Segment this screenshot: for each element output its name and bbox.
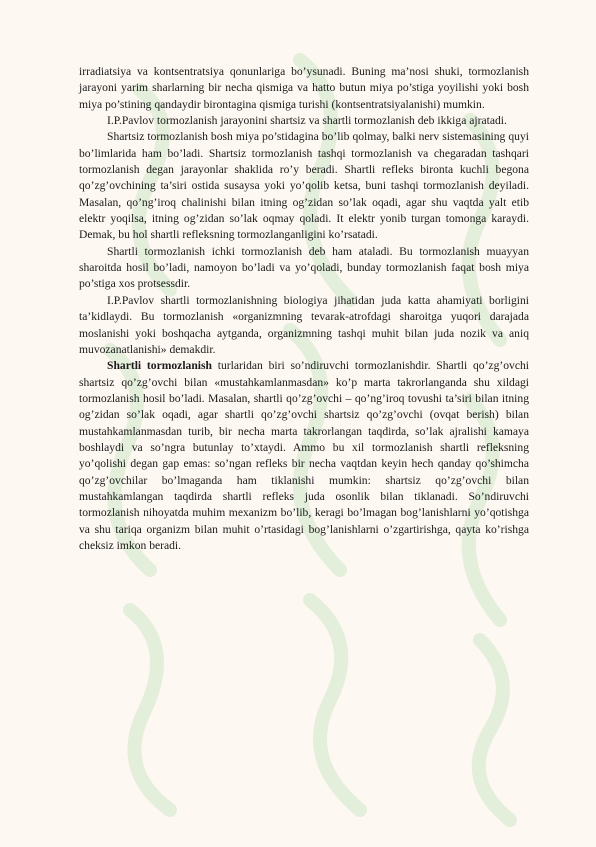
bold-term: Shartli tormozlanish <box>107 359 212 373</box>
paragraph: Shartli tormozlanish ichki tormozlanish deb ham ataladi. Bu tormozlanish muayyan sharoitda hosil bo’ladi, namoyon bo’ladi va yo’qoladi, bunday tormozlanish faqat bosh miya po’stiga xos protsessdir. <box>79 244 529 291</box>
paragraph: I.P.Pavlov shartli tormozlanishning biologiya jihatidan juda katta ahamiyati borligini ta’kidlaydi. Bu tormozlanish «organizmning tevarak-atrofdagi sharoitga yuqori darajada moslanishi yoki boshqacha aytganda, organizmning tashqi muhit bilan juda nozik va aniq muvozanatlanishi» demakdir. <box>79 293 529 356</box>
paragraph: irradiatsiya va kontsentratsiya qonunlariga bo’ysunadi. Buning ma’nosi shuki, tormozlanish jarayoni yarim sharlarning bir necha qismiga va hatto butun miya po’stiga yoyilishi yoki bosh miya po’stining qandaydir birontagina qismiga turishi (kontsentratsiyalanishi) mumkin. <box>79 65 529 111</box>
document-body <box>79 64 529 554</box>
paragraph: I.P.Pavlov tormozlanish jarayonini shartsiz va shartli tormozlanish deb ikkiga ajratadi. <box>107 114 507 128</box>
paragraph: Shartsiz tormozlanish bosh miya po’stidagina bo’lib qolmay, balki nerv sistemasining quyi bo’limlarida ham bo’ladi. Shartsiz tormozlanish tashqi tormozlanish va chegaradan tashqari tormozlanish degan jarayonlar shaklida ro’y beradi. Shartli refleks bironta kuchli begona qo’zg’ovchining ta’siri ostida susaysa yoki yo’qolib ketsa, buni tashqi tormozlanish deyiladi. Masalan, qo’ng’iroq chalinishi bilan itning og’zidan so’lak oqadi, agar shu vaqtda yalt etib elektr yoqilsa, itning og’zidan so’lak oqmay qoladi. It elektr yonib turgan tomonga karaydi. Demak, bu hol shartli refleksning tormozlanganligini ko’rsatadi. <box>79 130 529 242</box>
paragraph <box>79 358 529 554</box>
paragraph-text: turlaridan biri so’ndiruvchi tormozlanishdir. Shartli qo’zg’ovchi shartsiz qo’zg’ovchi bilan «mustahkamlanmasdan» ko’p marta takrorlanganda shu xildagi tormozlanish hosil bo’ladi. Masalan, shartli qo’zg’ovchi – qo’ng’iroq tovushi ta’siri bilan itning og’zidan so’lak oqadi, agar shartli qo’zg’ovchi shartsiz qo’zg’ovchi (ovqat berish) bilan mustahkamlanmasdan turib, bir necha marta takrorlangan taqdirda, so’lak ajralishi kamaya boshlaydi va so’ngra butunlay to’xtaydi. Ammo bu xil tormozlanish shartli refleksning yo’qolishi degan gap emas: so’ngan refleks bir necha vaqtdan keyin hech qanday qo’shimcha qo’zg’ovchilar bo’lmaganda ham tiklanishi mumkin: shartsiz qo’zg’ovchi bilan mustahkamlangan taqdirda shartli refleks juda osonlik bilan tiklanadi. So’ndiruvchi tormozlanish nihoyatda muhim mexanizm bo’lib, keragi bo’lmagan bog’lanishlarni yo’qotishga va shu tariqa organizm bilan muhit o’rtasidagi bog’lanishlarni o’zgartirishga, qayta ko’rishga cheksiz imkon beradi. <box>79 359 529 552</box>
